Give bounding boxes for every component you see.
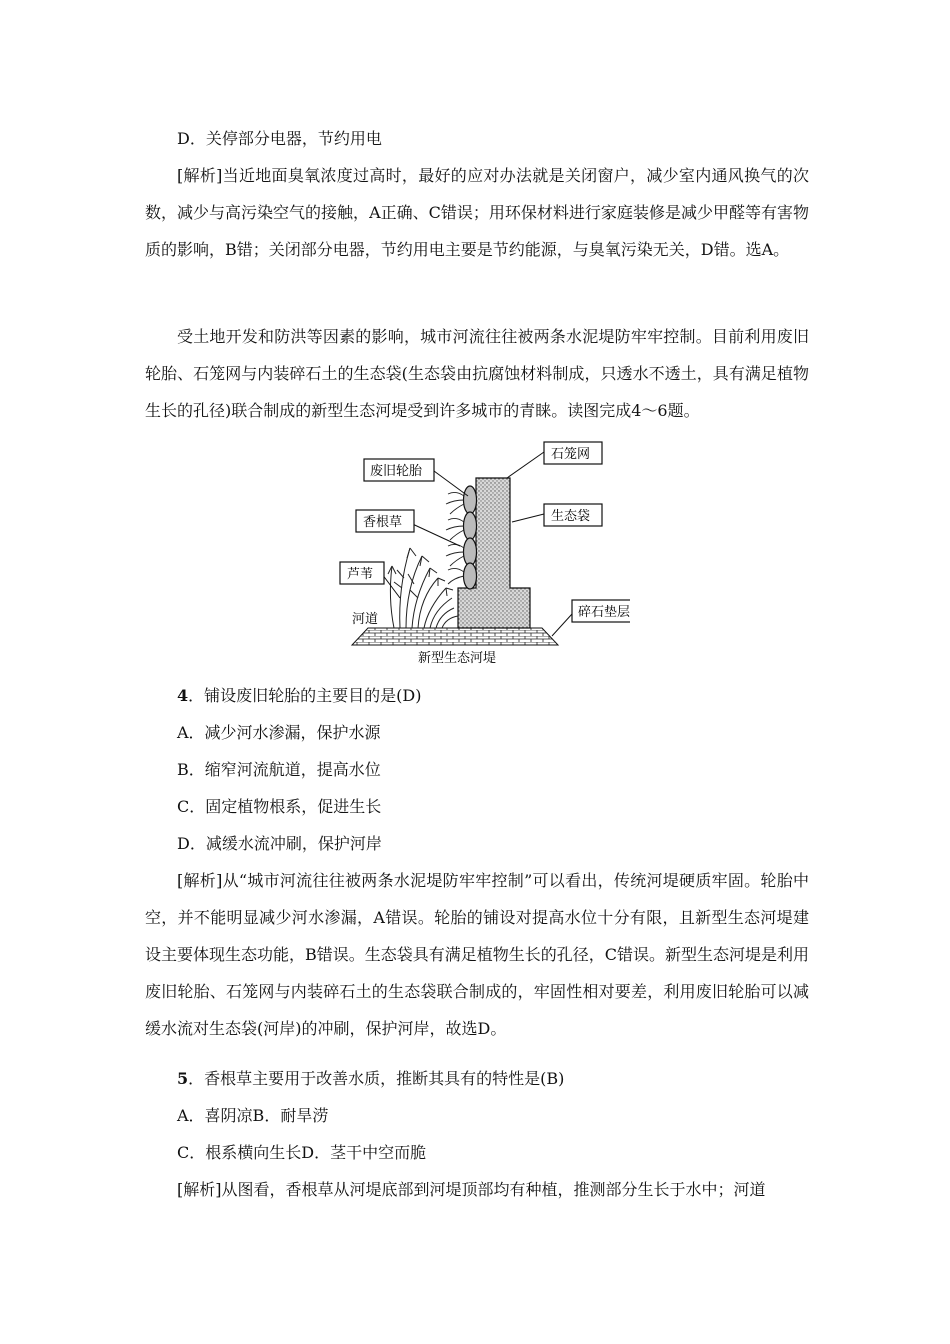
figure-caption: 新型生态河堤	[418, 651, 497, 666]
q5-analysis: [解析]从图看，香根草从河堤底部到河堤顶部均有种植，推测部分生长于水中；河道	[177, 1180, 766, 1199]
vetiver-grass-shape	[446, 492, 464, 584]
label-bag: 生态袋	[551, 509, 591, 524]
question-5	[177, 1060, 841, 1097]
embankment-diagram	[330, 438, 630, 670]
question-4-stem: ．铺设废旧轮胎的主要目的是(D)	[188, 686, 422, 705]
label-gravel: 碎石垫层	[578, 605, 630, 620]
q5-option-cd: C．根系横向生长D．茎干中空而脆	[177, 1143, 427, 1162]
question-5-number: 5	[177, 1069, 189, 1088]
tire-shape	[464, 538, 477, 566]
label-river: 河道	[352, 612, 379, 627]
reed-shape	[388, 548, 458, 628]
q5-option-ab: A．喜阴凉B．耐旱涝	[177, 1106, 329, 1125]
analysis-paragraph-1: [解析]当近地面臭氧浓度过高时，最好的应对办法就是关闭窗户，减少室内通风换气的次数，减少与高污染空气的接触，A正确、C错误；用环保材料进行家庭装修是减少甲醛等有害物质的影响，B错；关闭部分电器，节约用电主要是节约能源，与臭氧污染无关，D错。选A。	[145, 166, 809, 259]
label-gabion: 石笼网	[551, 447, 591, 462]
tire-shape	[464, 563, 477, 589]
q4-option-b: B．缩窄河流航道，提高水位	[177, 760, 381, 779]
question-5-stem: ．香根草主要用于改善水质，推断其具有的特性是(B)	[188, 1069, 565, 1088]
label-reed: 芦苇	[347, 567, 374, 582]
q4-option-d: D．减缓水流冲刷，保护河岸	[177, 834, 382, 853]
q4-option-a: A．减少河水渗漏，保护水源	[177, 723, 381, 742]
label-tire: 废旧轮胎	[370, 464, 423, 479]
embankment-figure	[330, 438, 630, 670]
tire-shape	[464, 486, 477, 514]
tire-shape	[464, 512, 477, 540]
q4-option-c: C．固定植物根系，促进生长	[177, 797, 382, 816]
option-d-prev: D．关停部分电器，节约用电	[177, 129, 382, 148]
question-4-number: 4	[177, 686, 189, 705]
label-vetiver: 香根草	[363, 515, 403, 530]
question-4	[177, 677, 841, 714]
intro-paragraph: 受土地开发和防洪等因素的影响，城市河流往往被两条水泥堤防牢牢控制。目前利用废旧轮胎、石笼网与内装碎石土的生态袋(生态袋由抗腐蚀材料制成，只透水不透土，具有满足植物生长的孔径)联合制成的新型生态河堤受到许多城市的青睐。读图完成4～6题。	[145, 327, 809, 420]
q4-analysis: [解析]从“城市河流往往被两条水泥堤防牢牢控制”可以看出，传统河堤硬质牢固。轮胎中空，并不能明显减少河水渗漏，A错误。轮胎的铺设对提高水位十分有限，且新型生态河堤建设主要体现生态功能，B错误。生态袋具有满足植物生长的孔径，C错误。新型生态河堤是利用废旧轮胎、石笼网与内装碎石土的生态袋联合制成的，牢固性相对要差，利用废旧轮胎可以减缓水流对生态袋(河岸)的冲刷，保护河岸，故选D。	[145, 871, 810, 1038]
gravel-layer-shape	[352, 628, 558, 645]
